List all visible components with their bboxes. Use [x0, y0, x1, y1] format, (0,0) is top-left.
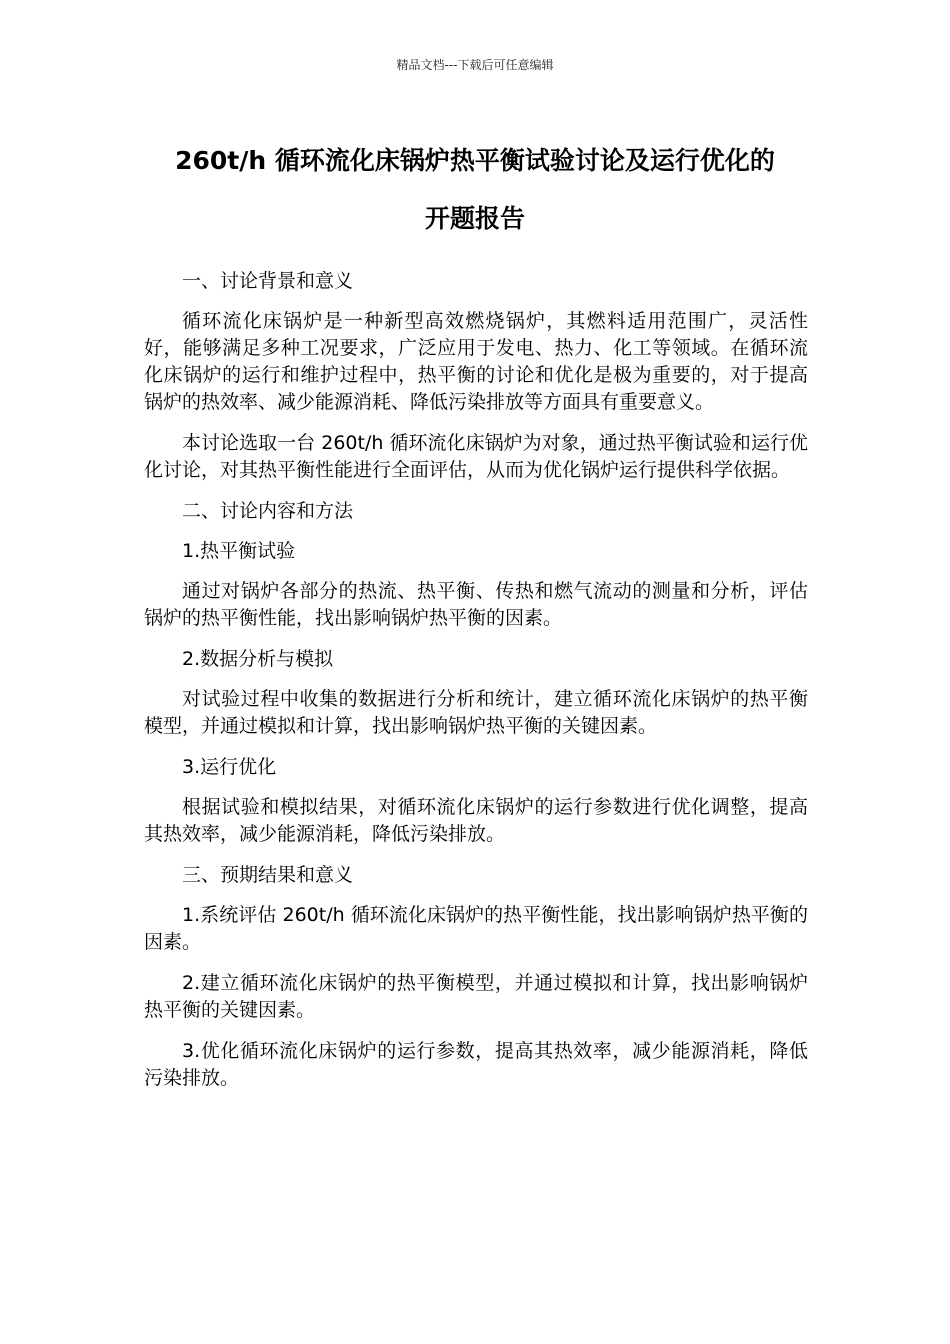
subheading-operation-optimization: 3.运行优化 — [182, 756, 277, 778]
subheading-data-analysis: 2.数据分析与模拟 — [182, 648, 334, 670]
title-line-2: 开题报告 — [424, 204, 525, 233]
document-body — [144, 268, 808, 1106]
paragraph-heat-balance-test: 通过对锅炉各部分的热流、热平衡、传热和燃气流动的测量和分析，评估锅炉的热平衡性能，找出影响锅炉热平衡的因素。 — [144, 580, 808, 629]
subheading-heat-balance-test: 1.热平衡试验 — [182, 540, 296, 562]
list-item-result-2: 2.建立循环流化床锅炉的热平衡模型，并通过模拟和计算，找出影响锅炉热平衡的关键因素。 — [144, 972, 808, 1021]
title-line-1: 260t/h 循环流化床锅炉热平衡试验讨论及运行优化的 — [175, 146, 775, 175]
section-heading-background: 一、讨论背景和意义 — [182, 270, 354, 292]
paragraph-background: 循环流化床锅炉是一种新型高效燃烧锅炉，其燃料适用范围广，灵活性好，能够满足多种工况要求，广泛应用于发电、热力、化工等领域。在循环流化床锅炉的运行和维护过程中，热平衡的讨论和优化是极为重要的，对于提高锅炉的热效率、减少能源消耗、降低污染排放等方面具有重要意义。 — [144, 310, 808, 413]
paragraph-data-analysis: 对试验过程中收集的数据进行分析和统计，建立循环流化床锅炉的热平衡模型，并通过模拟和计算，找出影响锅炉热平衡的关键因素。 — [144, 688, 808, 737]
section-heading-expected-results: 三、预期结果和意义 — [182, 864, 354, 886]
list-item-result-1: 1.系统评估 260t/h 循环流化床锅炉的热平衡性能，找出影响锅炉热平衡的因素。 — [144, 904, 808, 953]
paragraph-objective: 本讨论选取一台 260t/h 循环流化床锅炉为对象，通过热平衡试验和运行优化讨论，对其热平衡性能进行全面评估，从而为优化锅炉运行提供科学依据。 — [144, 432, 808, 481]
document-title — [140, 132, 810, 248]
list-item-result-3: 3.优化循环流化床锅炉的运行参数，提高其热效率，减少能源消耗，降低污染排放。 — [144, 1040, 808, 1089]
paragraph-operation-optimization: 根据试验和模拟结果，对循环流化床锅炉的运行参数进行优化调整，提高其热效率，减少能源消耗，降低污染排放。 — [144, 796, 808, 845]
section-heading-content-methods: 二、讨论内容和方法 — [182, 500, 354, 522]
header-note: 精品文档---下载后可任意编辑 — [396, 58, 554, 72]
